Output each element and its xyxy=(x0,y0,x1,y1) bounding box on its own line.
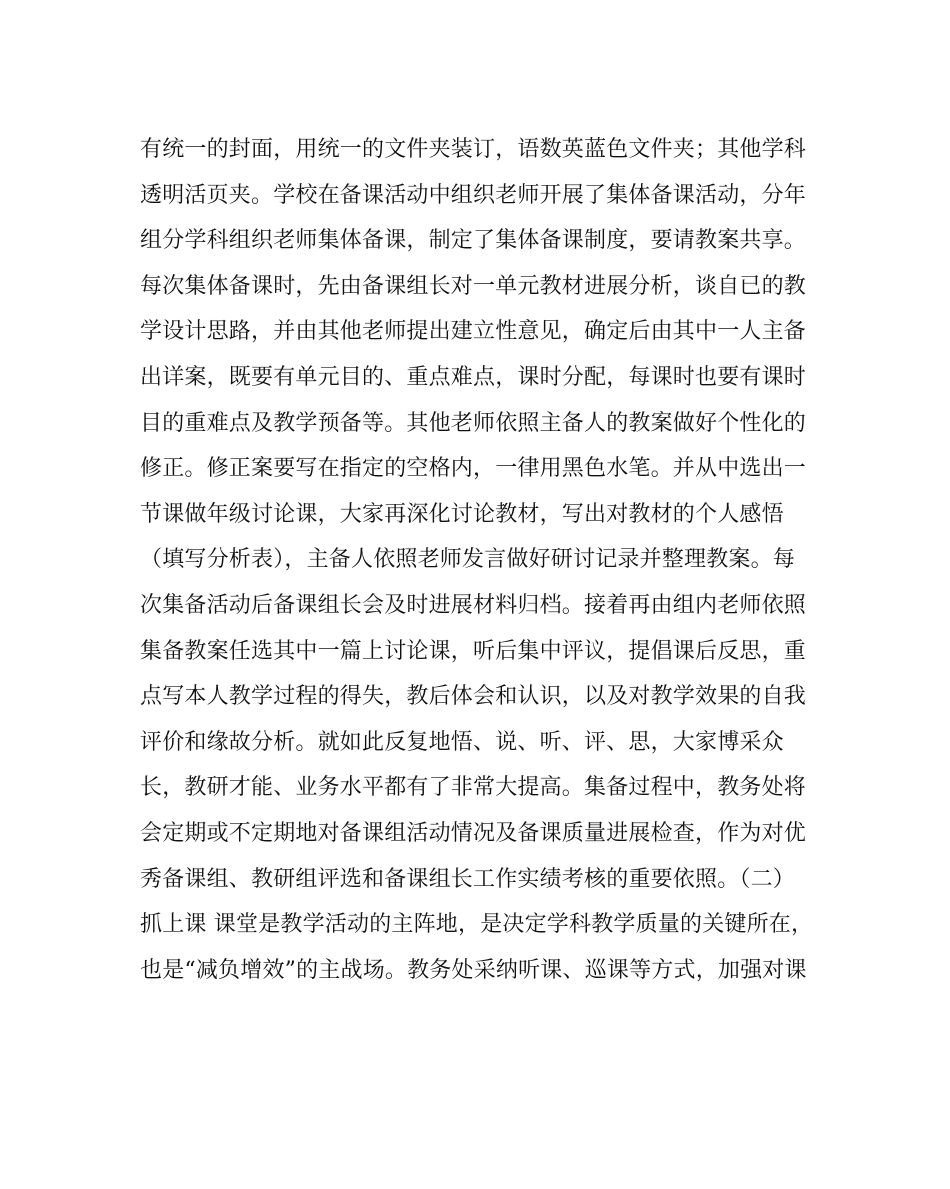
text-line: 点写本人教学过程的得失，教后体会和认识，以及对教学效果的自我 xyxy=(140,684,807,710)
text-line: 学设计思路，并由其他老师提出建立性意见，确定后由其中一人主备 xyxy=(140,319,807,345)
text-line: 每次集体备课时，先由备课组长对一单元教材进展分析，谈自已的教 xyxy=(140,273,807,299)
text-line: 组分学科组织老师集体备课，制定了集体备课制度，要请教案共享。 xyxy=(140,228,807,254)
text-line: 秀备课组、教研组评选和备课组长工作实绩考核的重要依照。（二） xyxy=(140,866,796,892)
text-line: 节课做年级讨论课，大家再深化讨论教材，写出对教材的个人感悟 xyxy=(140,501,784,527)
text-line: 透明活页夹。学校在备课活动中组织老师开展了集体备课活动，分年 xyxy=(140,182,807,208)
text-line: 修正。修正案要写在指定的空格内，一律用黑色水笔。并从中选出一 xyxy=(140,456,807,482)
text-line: 次集备活动后备课组长会及时进展材料归档。接着再由组内老师依照 xyxy=(140,592,807,618)
text-line: 目的重难点及教学预备等。其他老师依照主备人的教案做好个性化的 xyxy=(140,410,807,436)
text-line: 抓上课 课堂是教学活动的主阵地，是决定学科教学质量的关键所在， xyxy=(140,912,814,938)
text-line: （填写分析表），主备人依照老师发言做好研讨记录并整理教案。每 xyxy=(140,547,796,573)
text-line: 也是“减负增效”的主战场。教务处采纳听课、巡课等方式，加强对课 xyxy=(140,957,807,983)
text-line: 长，教研才能、业务水平都有了非常大提高。集备过程中，教务处将 xyxy=(140,775,807,801)
text-line: 出详案，既要有单元目的、重点难点，课时分配，每课时也要有课时 xyxy=(140,364,807,390)
text-line: 评价和缘故分析。就如此反复地悟、说、听、评、思，大家博采众 xyxy=(140,729,784,755)
text-line: 会定期或不定期地对备课组活动情况及备课质量进展检查，作为对优 xyxy=(140,820,807,846)
text-line: 有统一的封面，用统一的文件夹装订，语数英蓝色文件夹；其他学科 xyxy=(140,137,807,162)
text-line: 集备教案任选其中一篇上讨论课，听后集中评议，提倡课后反思，重 xyxy=(140,638,807,664)
body-paragraph xyxy=(140,127,814,993)
